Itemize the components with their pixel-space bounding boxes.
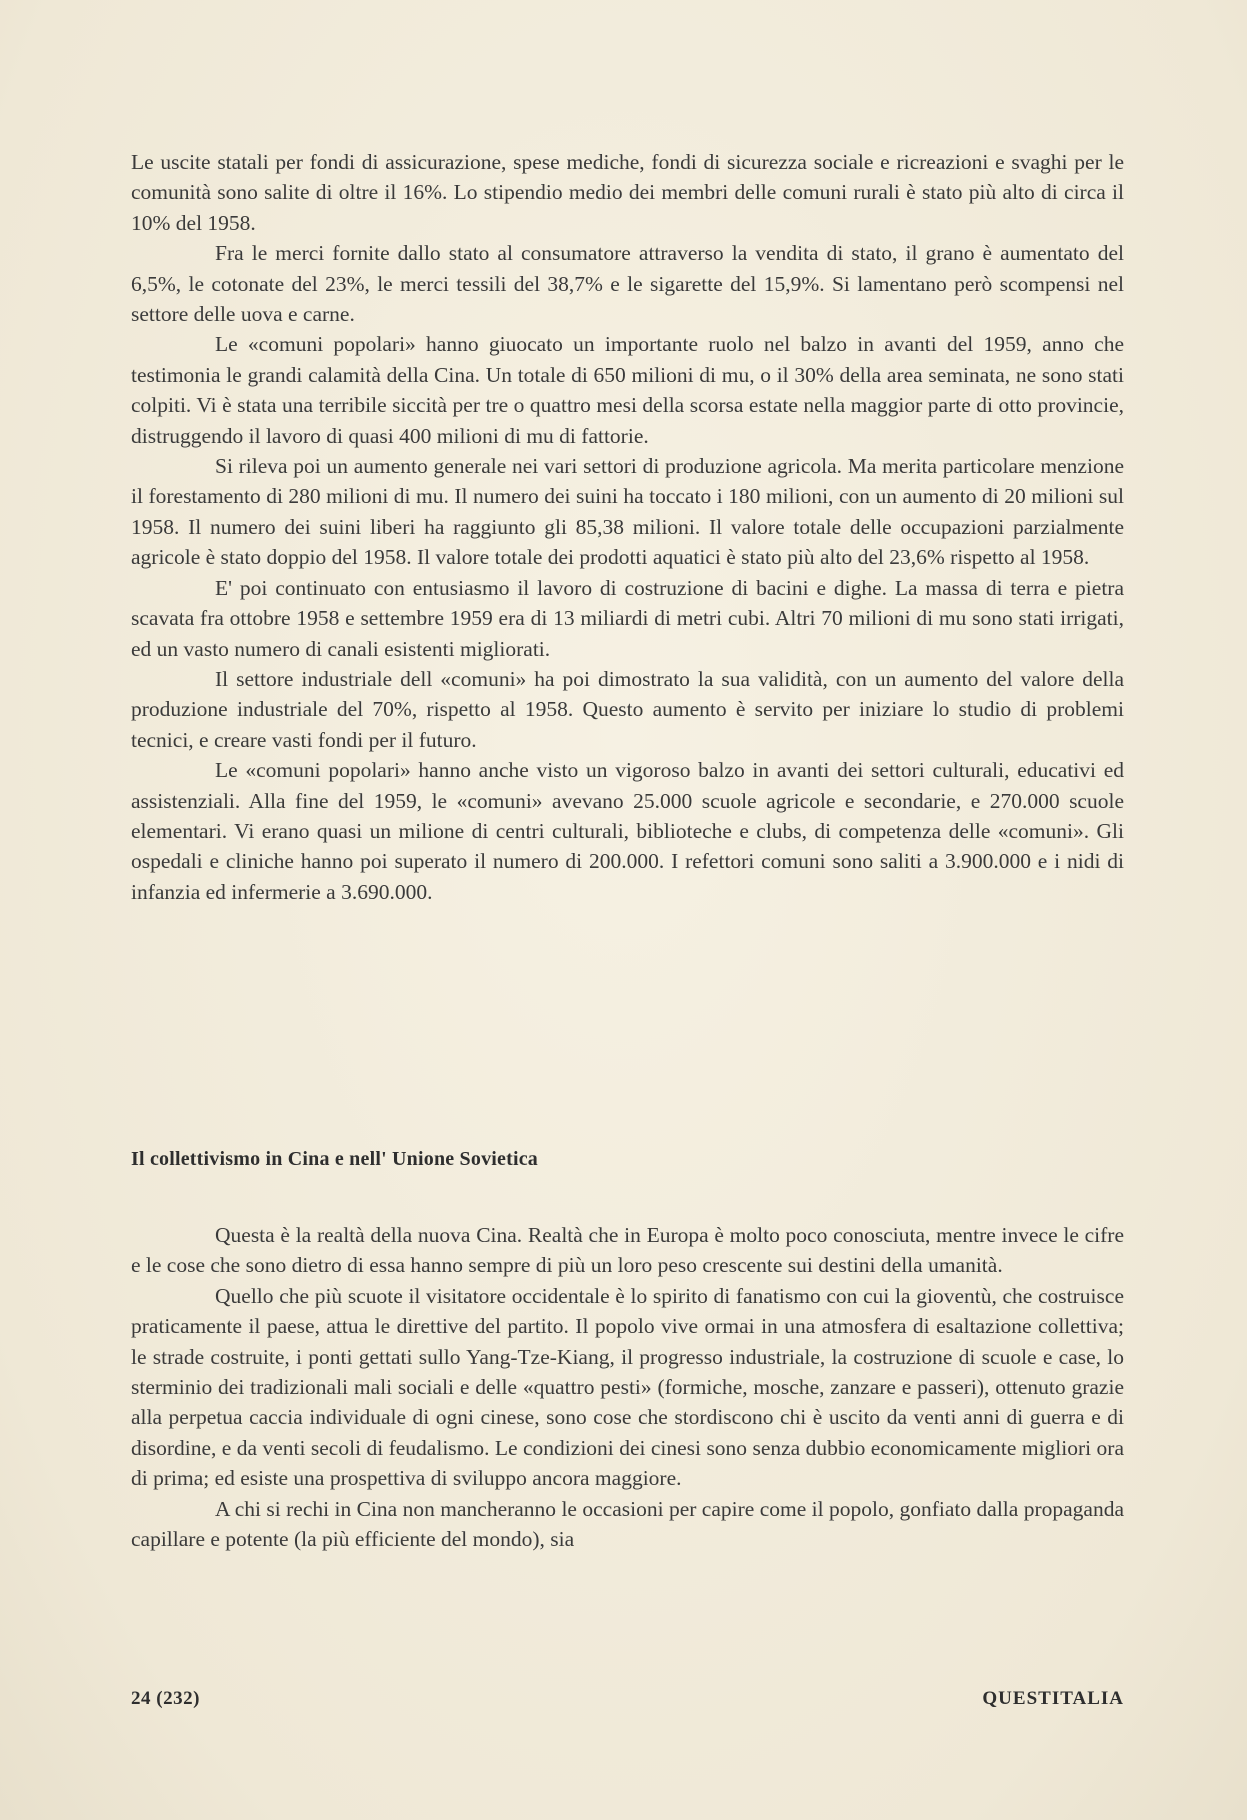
paragraph: A chi si rechi in Cina non mancheranno le occasioni per capire come il popolo, gonfiato dalla propaganda capillare e potente (la più efficiente del mondo), sia (131, 1496, 1124, 1552)
paragraph: Si rileva poi un aumento generale nei vari settori di produzione agricola. Ma merita particolare menzione il forestamento di 280 milioni di mu. Il numero dei suini ha toccato i 180 milioni, con un aumento di 20 milioni sul 1958. Il numero dei suini liberi ha raggiunto gli 85,38 milioni. Il valore totale delle occupazioni parzialmente agricole è stato doppio del 1958. Il valore totale dei prodotti aquatici è stato più alto del 23,6% rispetto al 1958. (131, 454, 1124, 570)
paragraph: Quello che più scuote il visitatore occidentale è lo spirito di fanatismo con cui la gioventù, che costruisce praticamente il paese, attua le direttive del partito. Il popolo vive ormai in una atmosfera di esaltazione collettiva; le strade costruite, i ponti gettati sullo Yang-Tze-Kiang, il progresso industriale, la costruzione di scuole e case, lo sterminio dei tradizionali mali sociali e delle «quattro pesti» (formiche, mosche, zanzare e passeri), ottenuto grazie alla perpetua caccia individuale di ogni cinese, sono cose che stordiscono chi è uscito da venti anni di guerra e di disordine, e da venti secoli di feudalismo. Le condizioni dei cinesi sono senza dubbio economicamente migliori ora di prima; ed esiste una prospettiva di sviluppo ancora maggiore. (131, 1283, 1124, 1491)
paragraph: Il settore industriale dell «comuni» ha poi dimostrato la sua validità, con un aumento del valore della produzione industriale del 70%, rispetto al 1958. Questo aumento è servito per iniziare lo studio di problemi tecnici, e creare vasti fondi per il futuro. (131, 666, 1124, 752)
article-body-top (131, 147, 1124, 907)
paragraph: Le «comuni popolari» hanno anche visto un vigoroso balzo in avanti dei settori culturali, educativi ed assistenziali. Alla fine del 1959, le «comuni» avevano 25.000 scuole agricole e secondarie, e 270.000 scuole elementari. Vi erano quasi un milione di centri culturali, biblioteche e clubs, di competenza delle «comuni». Gli ospedali e cliniche hanno poi superato il numero di 200.000. I refettori comuni sono saliti a 3.900.000 e i nidi di infanzia ed infermerie a 3.690.000. (131, 758, 1124, 904)
publication-name: QUESTITALIA (982, 1688, 1124, 1709)
section-heading: Il collettivismo in Cina e nell' Unione Sovietica (131, 1148, 539, 1170)
paragraph: Questa è la realtà della nuova Cina. Realtà che in Europa è molto poco conosciuta, mentre invece le cifre e le cose che sono dietro di essa hanno sempre di più un loro peso crescente sui destini della umanità. (131, 1223, 1124, 1278)
article-body-bottom (131, 1220, 1124, 1554)
page-number: 24 (232) (131, 1688, 200, 1709)
paragraph: Fra le merci fornite dallo stato al consumatore attraverso la vendita di stato, il grano è aumentato del 6,5%, le cotonate del 23%, le merci tessili del 38,7% e le sigarette del 15,9%. Si lamentano però scompensi nel settore delle uova e carne. (131, 241, 1124, 327)
paragraph: Le «comuni popolari» hanno giuocato un importante ruolo nel balzo in avanti del 1959, anno che testimonia le grandi calamità della Cina. Un totale di 650 milioni di mu, o il 30% della area seminata, ne sono stati colpiti. Vi è stata una terribile siccità per tre o quattro mesi della scorsa estate nella maggior parte di otto provincie, distruggendo il lavoro di quasi 400 milioni di mu di fattorie. (131, 332, 1124, 448)
paragraph: Le uscite statali per fondi di assicurazione, spese mediche, fondi di sicurezza sociale e ricreazioni e svaghi per le comunità sono salite di oltre il 16%. Lo stipendio medio dei membri delle comuni rurali è stato più alto di circa il 10% del 1958. (131, 150, 1124, 235)
paragraph: E' poi continuato con entusiasmo il lavoro di costruzione di bacini e dighe. La massa di terra e pietra scavata fra ottobre 1958 e settembre 1959 era di 13 miliardi di metri cubi. Altri 70 milioni di mu sono stati irrigati, ed un vasto numero di canali esistenti migliorati. (131, 575, 1124, 661)
